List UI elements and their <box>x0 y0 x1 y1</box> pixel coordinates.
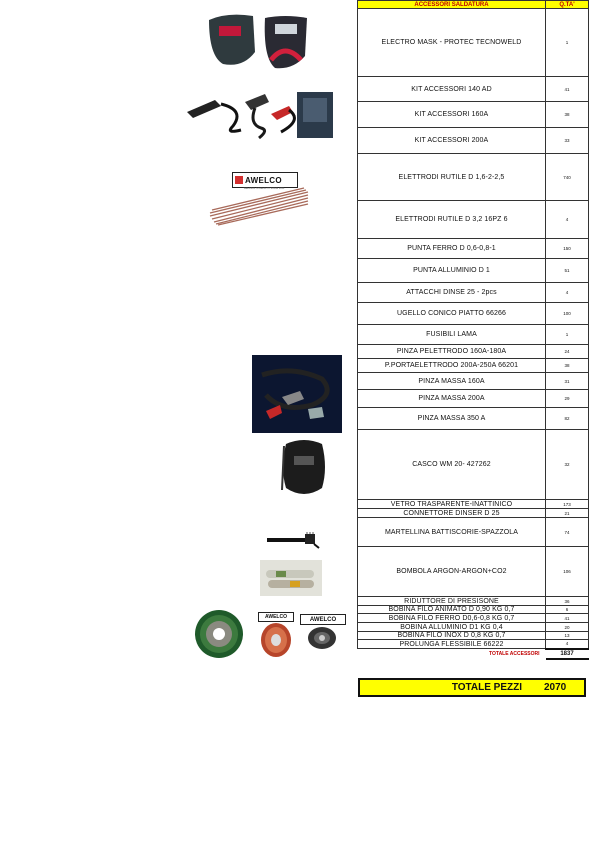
item-quantity: 4 <box>546 201 589 239</box>
table-row <box>358 373 589 390</box>
item-description: VETRO TRASPARENTE-INATTINICO <box>358 500 546 509</box>
table-row <box>358 325 589 345</box>
item-quantity: 150 <box>546 239 589 259</box>
item-description: PUNTA ALLUMINIO D 1 <box>358 259 546 283</box>
item-quantity: 4 <box>546 283 589 303</box>
table-row <box>358 547 589 597</box>
awelco-tagline: WELDING STRENGTH SINCE 1951 <box>243 187 285 190</box>
item-description: P.PORTAELETTRODO 200A-250A 66201 <box>358 359 546 373</box>
table-row <box>358 500 589 509</box>
subtotal-label: TOTALE ACCESSORI <box>489 650 540 657</box>
welding-cables-kit-image <box>185 90 335 142</box>
electrode-holder-clamp-image <box>252 355 342 433</box>
item-description: BOBINA FILO ANIMATO D 0,90 KG 0,7 <box>358 606 546 614</box>
item-description: PINZA MASSA 200A <box>358 390 546 408</box>
item-quantity: 21 <box>546 509 589 518</box>
item-description: PINZA MASSA 160A <box>358 373 546 390</box>
table-row <box>358 77 589 102</box>
awelco-small-logo-2-text: AWELCO <box>309 616 337 623</box>
item-quantity: 82 <box>546 408 589 430</box>
gas-cylinders-image <box>260 560 322 596</box>
grand-total-box <box>358 678 586 697</box>
table-row <box>358 518 589 547</box>
item-quantity: 32 <box>546 430 589 500</box>
table-row <box>358 606 589 614</box>
grand-total-value: 2070 <box>544 682 567 693</box>
table-row <box>358 345 589 359</box>
awelco-logo-text: AWELCO <box>245 175 282 185</box>
item-description: KIT ACCESSORI 200A <box>358 128 546 154</box>
table-row <box>358 430 589 500</box>
item-description: PINZA PELETTRODO 160A-180A <box>358 345 546 359</box>
grand-total-label: TOTALE PEZZI <box>451 682 522 693</box>
awelco-small-logo-1-text: AWELCO <box>265 614 287 620</box>
table-row <box>358 597 589 606</box>
item-quantity: 100 <box>546 303 589 325</box>
item-description: CONNETTORE DINSER D 25 <box>358 509 546 518</box>
table-header-row <box>358 1 589 9</box>
table-row <box>358 408 589 430</box>
item-quantity: 6 <box>546 606 589 614</box>
item-description: BOMBOLA ARGON-ARGON+CO2 <box>358 547 546 597</box>
item-description: PUNTA FERRO D 0,6-0,8-1 <box>358 239 546 259</box>
item-description: CASCO WM 20- 427262 <box>358 430 546 500</box>
item-quantity: 740 <box>546 154 589 201</box>
table-row <box>358 614 589 623</box>
item-description: PROLUNGA FLESSIBILE 66222 <box>358 640 546 649</box>
welding-helmet-image <box>278 438 330 500</box>
table-row <box>358 390 589 408</box>
electrodes-image <box>208 186 310 226</box>
item-quantity: 74 <box>546 518 589 547</box>
table-row <box>358 303 589 325</box>
item-quantity: 31 <box>546 373 589 390</box>
item-description: ATTACCHI DINSE 25 - 2pcs <box>358 283 546 303</box>
subtotal-row <box>358 649 589 659</box>
item-quantity: 41 <box>546 614 589 623</box>
table-row <box>358 640 589 649</box>
item-description: ELETTRODI RUTILE D 3,2 16PZ 6 <box>358 201 546 239</box>
item-quantity: 106 <box>546 547 589 597</box>
subtotal-value: 1837 <box>546 649 589 659</box>
wire-spool-green-image <box>194 609 244 659</box>
chipping-hammer-image <box>265 532 323 550</box>
table-row <box>358 9 589 77</box>
item-quantity: 51 <box>546 259 589 283</box>
table-row <box>358 283 589 303</box>
item-quantity: 36 <box>546 597 589 606</box>
item-description: KIT ACCESSORI 160A <box>358 102 546 128</box>
header-quantity: Q.TA' <box>546 1 589 9</box>
table-row <box>358 359 589 373</box>
item-description: BOBINA ALLUMINIO D1 KG 0,4 <box>358 623 546 632</box>
item-description: ELECTRO MASK - PROTEC TECNOWELD <box>358 9 546 77</box>
table-row <box>358 128 589 154</box>
item-quantity: 33 <box>546 128 589 154</box>
item-quantity: 173 <box>546 500 589 509</box>
awelco-mark-icon <box>235 176 243 184</box>
table-row <box>358 154 589 201</box>
table-row <box>358 201 589 239</box>
item-description: MARTELLINA BATTISCORIE-SPAZZOLA <box>358 518 546 547</box>
item-quantity: 29 <box>546 390 589 408</box>
table-row <box>358 632 589 640</box>
item-description: BOBINA FILO FERRO D0,6-0,8 KG 0,7 <box>358 614 546 623</box>
item-quantity: 38 <box>546 359 589 373</box>
item-quantity: 38 <box>546 102 589 128</box>
item-quantity: 4 <box>546 640 589 649</box>
table-row <box>358 102 589 128</box>
item-quantity: 1 <box>546 9 589 77</box>
item-description: UGELLO CONICO PIATTO 66266 <box>358 303 546 325</box>
item-quantity: 20 <box>546 623 589 632</box>
item-description: KIT ACCESSORI 140 AD <box>358 77 546 102</box>
item-quantity: 13 <box>546 632 589 640</box>
item-description: FUSIBILI LAMA <box>358 325 546 345</box>
awelco-small-logo-2 <box>300 614 346 625</box>
item-description: RIDUTTORE DI PRESISONE <box>358 597 546 606</box>
table-row <box>358 259 589 283</box>
table-row <box>358 239 589 259</box>
item-quantity: 41 <box>546 77 589 102</box>
welding-masks-image <box>205 12 313 72</box>
item-description: ELETTRODI RUTILE D 1,6-2-2,5 <box>358 154 546 201</box>
item-description: BOBINA FILO INOX D 0,8 KG 0,7 <box>358 632 546 640</box>
wire-spool-dark-image <box>306 626 338 650</box>
accessories-table <box>357 0 589 660</box>
wire-spool-copper-image <box>260 622 292 658</box>
item-description: PINZA MASSA 350 A <box>358 408 546 430</box>
item-quantity: 1 <box>546 325 589 345</box>
item-quantity: 24 <box>546 345 589 359</box>
header-description: ACCESSORI SALDATURA <box>358 1 546 9</box>
awelco-small-logo-1 <box>258 612 294 622</box>
table-row <box>358 509 589 518</box>
table-row <box>358 623 589 632</box>
